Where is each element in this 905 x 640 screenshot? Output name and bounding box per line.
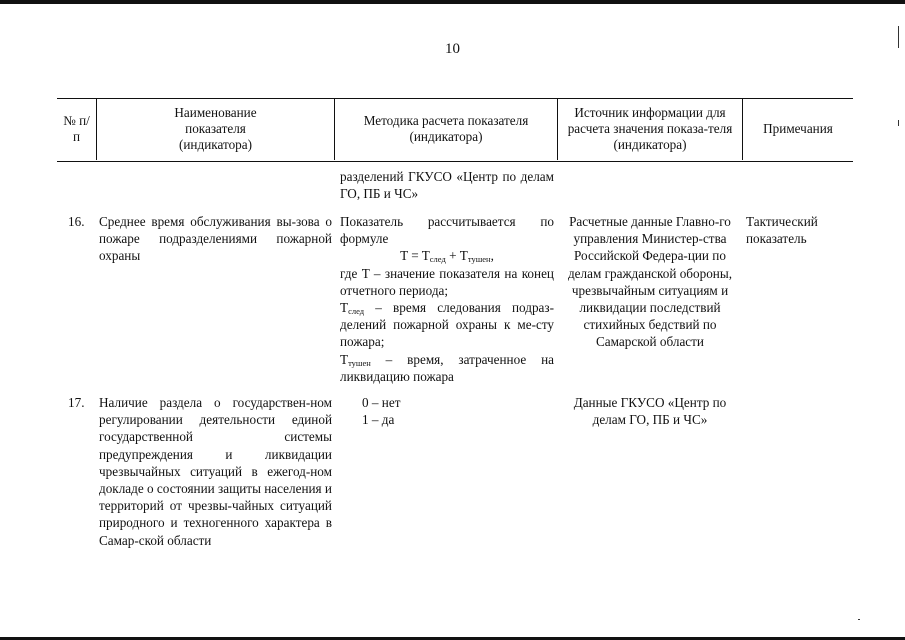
scan-mark: [858, 619, 860, 620]
t1-subscript: след: [348, 306, 365, 317]
top-border: [0, 0, 905, 4]
row-16-formula: [340, 247, 554, 264]
t2-symbol: T: [340, 351, 349, 367]
t2-subscript: тушен: [348, 357, 371, 368]
formula-sub-2: тушен: [467, 254, 491, 265]
formula-lhs: T = T: [400, 248, 430, 264]
t1-symbol: T: [340, 300, 349, 316]
row-16-method-where: где T – значение показателя на конец отчетного периода;: [340, 265, 554, 298]
row-16-method-t2: [340, 351, 554, 385]
row-17-method-line-1: 0 – нет: [362, 395, 401, 410]
row-17-method: [362, 394, 542, 428]
row-16-method: [340, 213, 554, 385]
header-col-method: Методика расчета показателя (индикатора): [363, 113, 529, 144]
continuation-method: разделений ГКУСО «Центр по делам ГО, ПБ и ЧС»: [340, 169, 554, 202]
row-16-notes: Тактический показатель: [746, 214, 818, 247]
page-number: 10: [445, 41, 460, 57]
row-17-name: Наличие раздела о государствен-ном регулировании деятельности единой государственной системы предупреждения и ликвидации чрезвычайных ситуаций в ежегод-ном докладе о состоянии защиты населения и территорий от чрезвы-чайных ситуаций природного и техногенного характера в Самар-ской области: [99, 395, 332, 548]
header-col-source: Источник информации для расчета значения показа-теля (индикатора): [567, 105, 733, 152]
t1-text: – время следования подраз-делений пожарной охраны к ме-сту пожара;: [340, 300, 554, 350]
header-col-num: № п/п: [63, 113, 90, 144]
row-16-number: 16.: [68, 214, 85, 229]
row-17-number: 17.: [68, 395, 85, 410]
row-17-method-line-2: 1 – да: [362, 412, 395, 428]
formula-plus: + T: [445, 248, 468, 264]
row-16-method-t1: [340, 299, 554, 351]
scan-mark: [898, 26, 899, 48]
header-col-name: Наименование показателя (индикатора): [174, 105, 257, 152]
row-16-source: Расчетные данные Главно-го управления Министер-ства Российской Федера-ции по делам гражданской обороны, чрезвычайным ситуациям и ликвидации последствий стихийных бедствий по Самарской области: [567, 214, 733, 350]
row-16-method-intro: Показатель рассчитывается по формуле: [340, 214, 554, 247]
scan-mark: [898, 120, 899, 126]
t2-text: – время, затраченное на ликвидацию пожара: [340, 351, 554, 384]
row-17-source: Данные ГКУСО «Центр по делам ГО, ПБ и ЧС»: [573, 395, 727, 428]
row-16-name: Среднее время обслуживания вы-зова о пожаре подразделениями пожарной охраны: [99, 214, 332, 264]
formula-sub-1: след: [429, 254, 446, 265]
header-col-notes: Примечания: [763, 121, 833, 136]
formula-end: ,: [490, 248, 494, 264]
